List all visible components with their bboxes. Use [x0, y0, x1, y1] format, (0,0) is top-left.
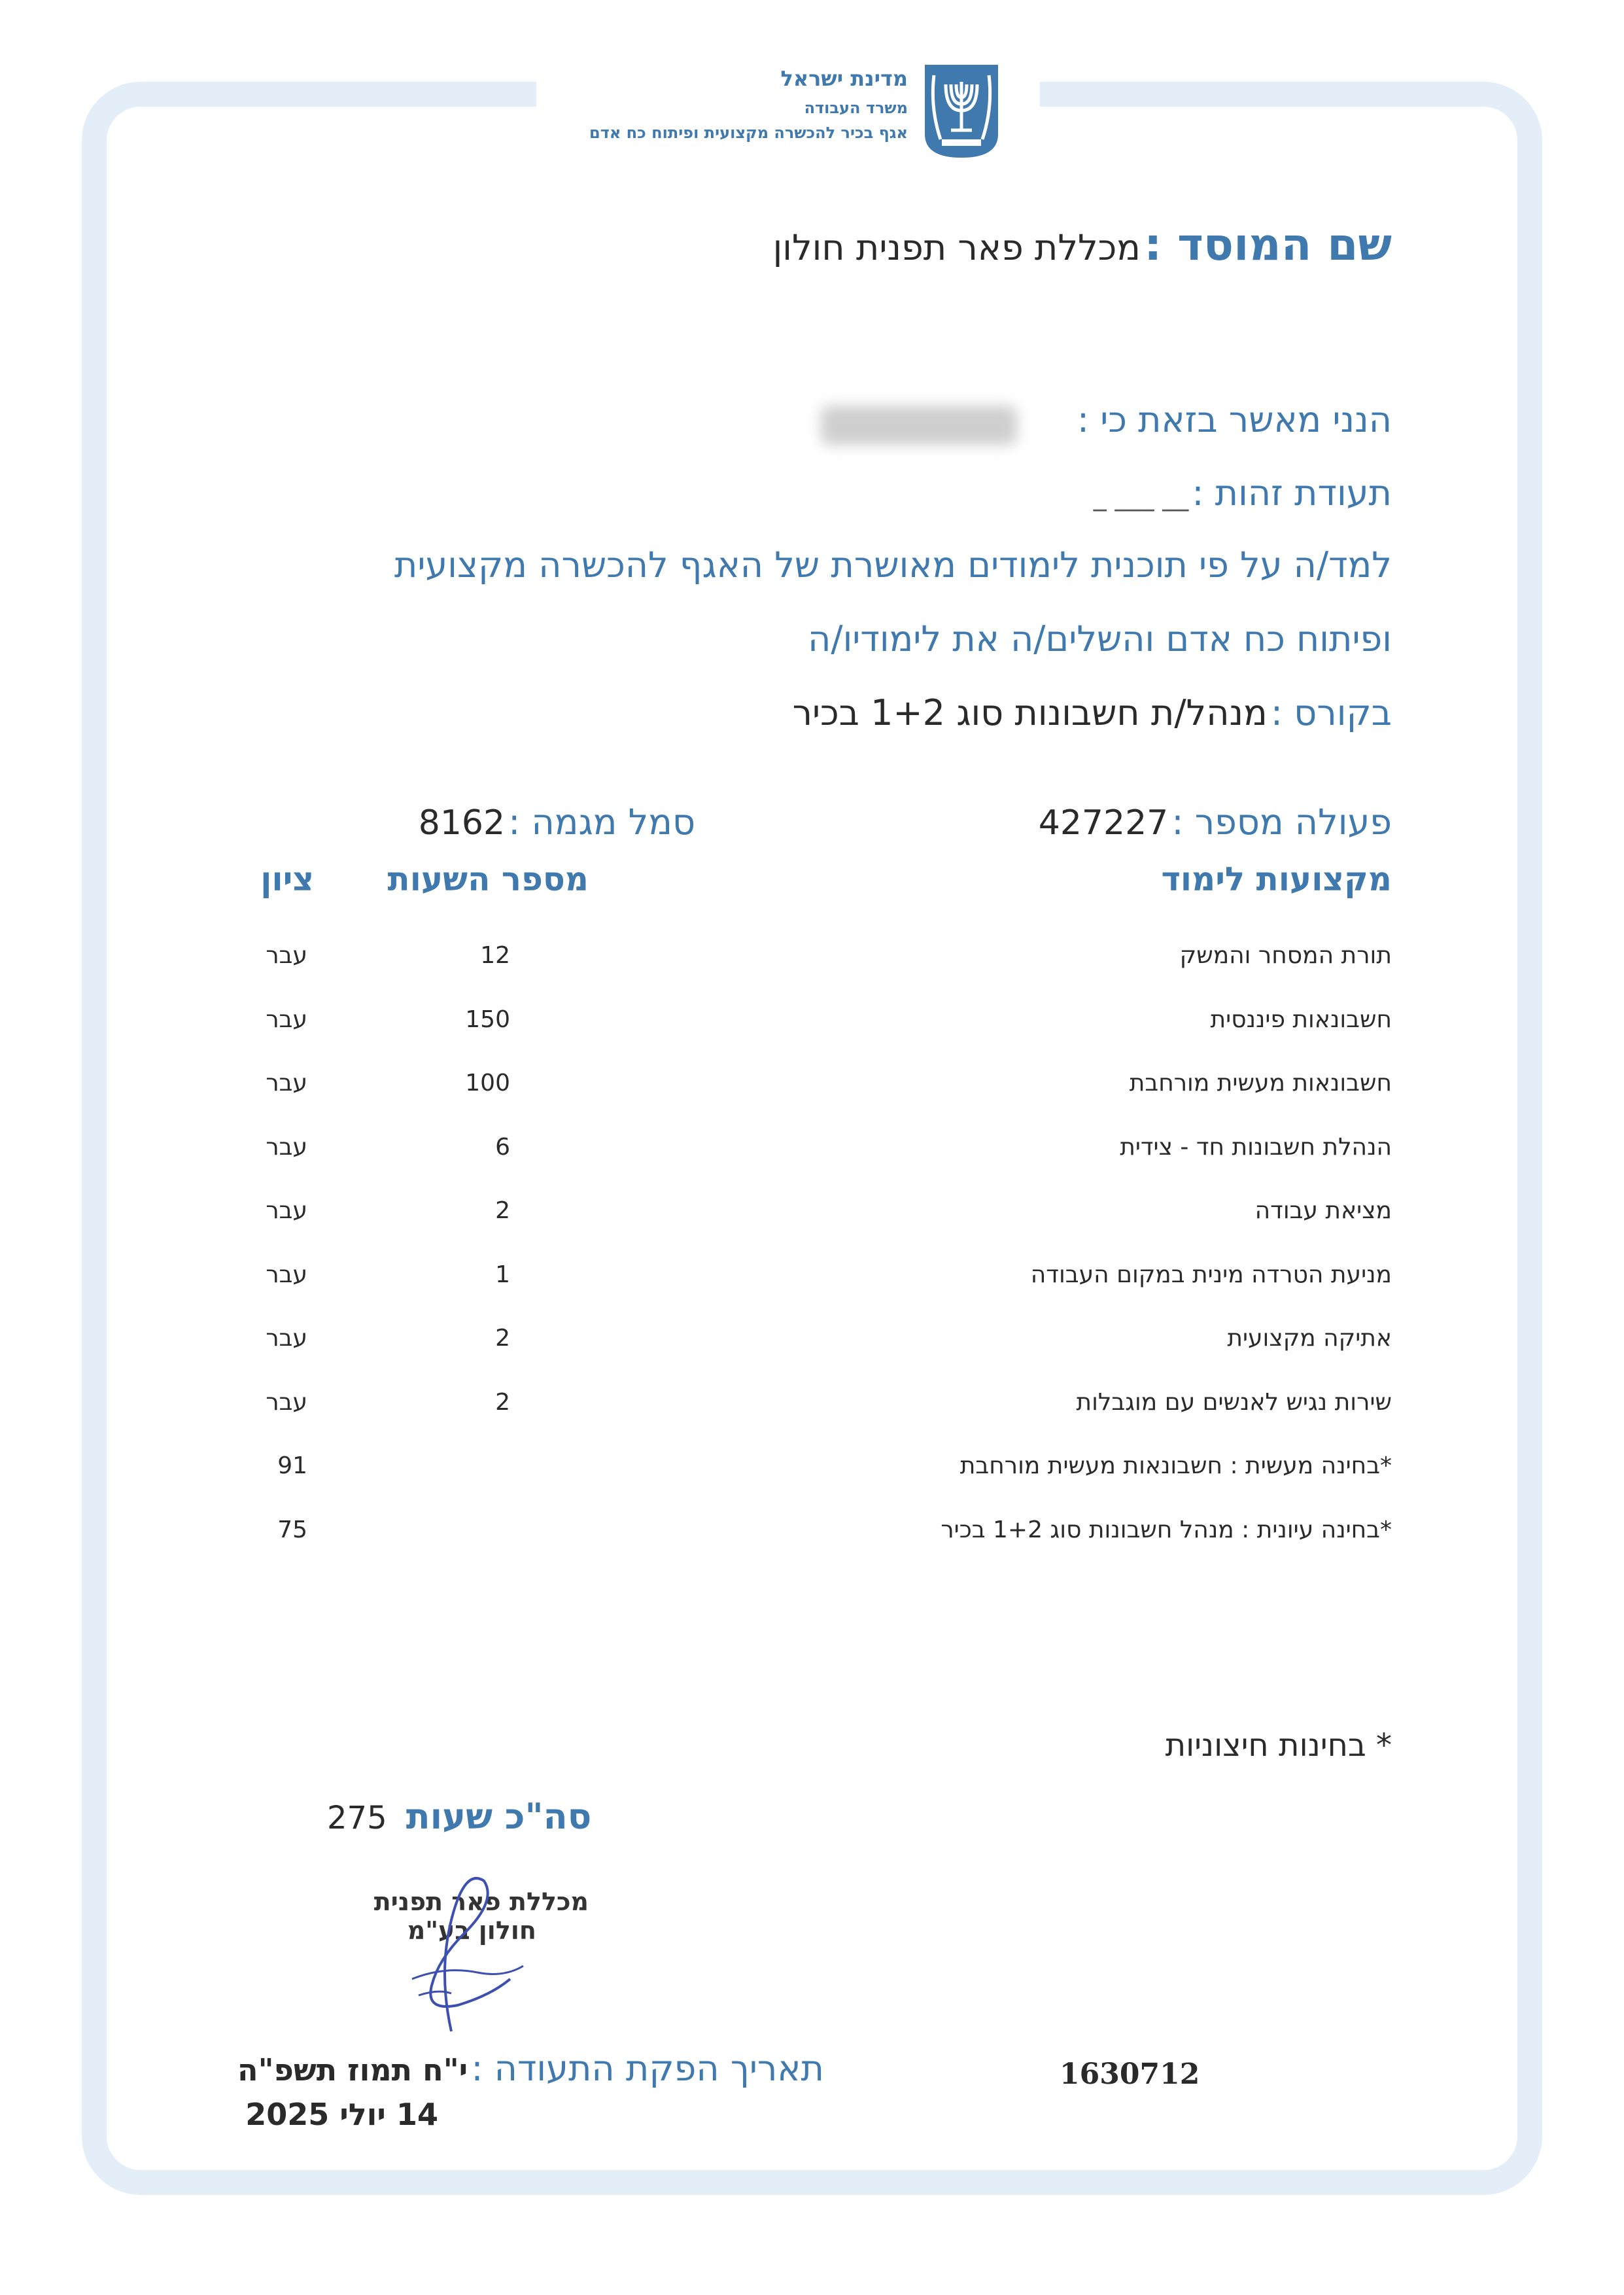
track-line — [237, 801, 695, 843]
signature — [353, 1855, 549, 2038]
track-value: 8162 — [418, 803, 506, 843]
id-line — [803, 472, 1392, 514]
subject-name: *בחינה מעשית : חשבונאות מעשית מורחבת — [959, 1452, 1392, 1479]
subject-name: חשבונאות מעשית מורחבת — [1129, 1070, 1392, 1096]
stamp-line-1: מכללת פאר תפנית — [373, 1887, 589, 1916]
subject-name: מניעת הטרדה מינית במקום העבודה — [1030, 1261, 1392, 1288]
subject-hours: 6 — [495, 1134, 510, 1161]
col-hours-header: מספר השעות — [387, 860, 589, 898]
course-value: מנהל/ת חשבונות סוג 1+2 בכיר — [792, 692, 1268, 733]
statement-line-1: למד/ה על פי תוכנית לימודים מאושרת של האגף להכשרה מקצועית — [394, 544, 1392, 586]
subject-name: מציאת עבודה — [1254, 1197, 1392, 1224]
menorah-icon — [922, 62, 1001, 160]
subject-grade: עבר — [266, 1261, 307, 1288]
subject-grade: עבר — [266, 1134, 307, 1161]
course-label: בקורס : — [1270, 692, 1392, 733]
subject-name: תורת המסחר והמשק — [1179, 942, 1392, 969]
course-line — [149, 692, 1392, 733]
subject-grade: עבר — [266, 1197, 307, 1224]
state-emblem — [922, 62, 1001, 160]
subject-hours: 2 — [495, 1389, 510, 1416]
header-line-2: משרד העבודה — [804, 99, 908, 117]
subject-hours: 2 — [495, 1325, 510, 1352]
issue-hebrew-date: י"ח תמוז תשפ"ה — [237, 2052, 468, 2088]
col-grade-header: ציון — [260, 860, 314, 898]
subject-hours: 100 — [465, 1070, 510, 1096]
certify-label: הנני מאשר בזאת כי : — [1077, 399, 1392, 440]
total-hours-value: 275 — [327, 1800, 387, 1836]
subject-grade: עבר — [266, 1070, 307, 1096]
subject-hours: 150 — [465, 1006, 510, 1033]
subject-hours: 1 — [495, 1261, 510, 1288]
subject-grade: עבר — [266, 1006, 307, 1033]
subject-name: חשבונאות פיננסית — [1210, 1006, 1392, 1033]
issue-date-label: תאריך הפקת התעודה : — [471, 2048, 824, 2089]
subject-name: שירות נגיש לאנשים עם מוגבלות — [1076, 1389, 1392, 1416]
subject-grade: 91 — [277, 1452, 307, 1479]
subject-name: אתיקה מקצועית — [1227, 1325, 1392, 1352]
statement-line-2: ופיתוח כח אדם והשלים/ה את לימודיו/ה — [808, 618, 1392, 659]
col-subjects-header: מקצועות לימוד — [1161, 860, 1392, 898]
header-line-1: מדינת ישראל — [780, 66, 908, 91]
header-line-3: אגף בכיר להכשרה מקצועית ופיתוח כח אדם — [589, 124, 908, 142]
operation-label: פעולה מספר : — [1171, 801, 1392, 843]
external-exams-note: * בחינות חיצוניות — [1165, 1727, 1392, 1764]
redacted-name — [821, 406, 1017, 445]
subject-grade: עבר — [266, 1389, 307, 1416]
subject-grade: עבר — [266, 942, 307, 969]
subject-grade: 75 — [277, 1516, 307, 1543]
id-value: __ ___ _ — [1093, 482, 1189, 512]
certificate-serial: 1630712 — [1060, 2058, 1200, 2091]
subject-hours: 12 — [480, 942, 510, 969]
issue-date-line — [157, 2048, 824, 2089]
subject-grade: עבר — [266, 1325, 307, 1352]
total-hours-line — [327, 1796, 719, 1837]
subject-name: הנהלת חשבונות חד - צידית — [1120, 1134, 1392, 1161]
institution-label: שם המוסד : — [1144, 219, 1392, 271]
institution-value: מכללת פאר תפנית חולון — [772, 227, 1141, 268]
operation-line — [869, 801, 1392, 843]
issue-greg-date: 14 יולי 2025 — [245, 2097, 438, 2132]
subject-hours: 2 — [495, 1197, 510, 1224]
subject-name: *בחינה עיונית : מנהל חשבונות סוג 1+2 בכיר — [941, 1516, 1392, 1543]
institution-line — [215, 219, 1392, 271]
total-hours-label: סה"כ שעות — [406, 1796, 592, 1837]
track-label: סמל מגמה : — [508, 801, 695, 843]
id-label: תעודת זהות : — [1192, 472, 1392, 514]
stamp-line-2: חולון בע"מ — [407, 1916, 536, 1945]
operation-value: 427227 — [1038, 803, 1169, 843]
